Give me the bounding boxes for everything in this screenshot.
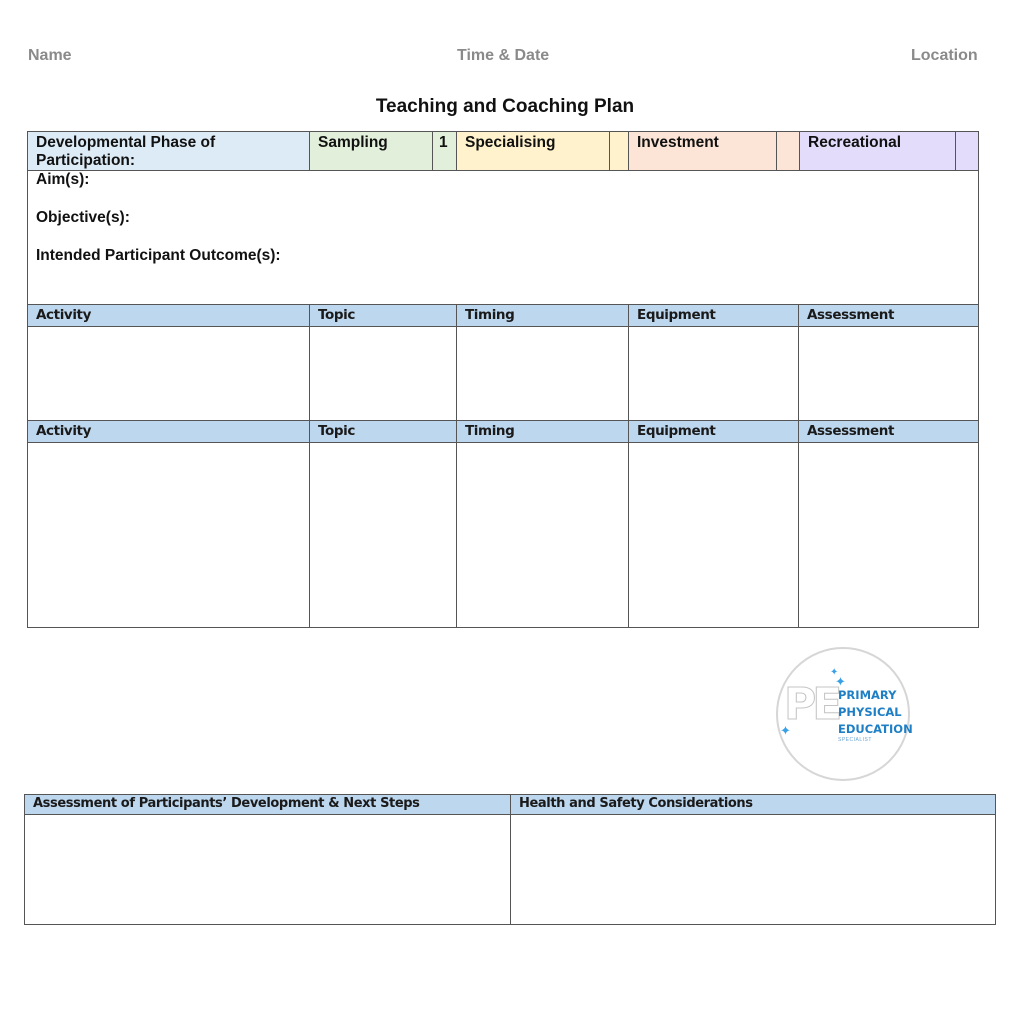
column-header-assessment: Assessment [807, 423, 895, 439]
health-safety-cell[interactable] [511, 814, 995, 924]
assessment-cell[interactable] [799, 443, 978, 628]
phase-recreational-value[interactable] [956, 132, 978, 170]
activity-cell[interactable] [28, 327, 310, 420]
table-row [28, 443, 978, 628]
topic-cell[interactable] [310, 443, 457, 628]
activity-table-2-header [28, 421, 978, 443]
logo-tagline: SPECIALIST [838, 737, 872, 743]
objectives-label: Objective(s): [36, 209, 130, 226]
phase-specialising[interactable]: Specialising [457, 132, 610, 170]
plan-table [27, 131, 979, 628]
timing-cell[interactable] [457, 443, 629, 628]
column-header-timing: Timing [457, 421, 629, 442]
column-header-health-safety: Health and Safety Considerations [519, 796, 753, 811]
time-date-field-label: Time & Date [457, 47, 550, 64]
table-row [28, 327, 978, 421]
review-table [24, 794, 996, 925]
aims-section[interactable] [28, 170, 978, 305]
column-header-activity: Activity [28, 305, 310, 326]
phase-sampling[interactable]: Sampling [310, 132, 433, 170]
column-header-topic: Topic [310, 305, 457, 326]
sparkle-icon: ✦ [830, 667, 839, 678]
phase-investment-value[interactable] [777, 132, 800, 170]
topic-cell[interactable] [310, 327, 457, 420]
phase-specialising-value[interactable] [610, 132, 629, 170]
equipment-cell[interactable] [629, 443, 799, 628]
logo-line-2: PHYSICAL [838, 705, 902, 719]
phase-sampling-value[interactable]: 1 [433, 132, 457, 170]
location-field-label: Location [911, 47, 978, 64]
equipment-cell[interactable] [629, 327, 799, 420]
assessment-next-steps-cell[interactable] [25, 814, 511, 924]
column-header-timing: Timing [457, 305, 629, 326]
aims-label: Aim(s): [36, 171, 90, 188]
column-header-topic: Topic [310, 421, 457, 442]
name-field-label: Name [28, 47, 72, 64]
sparkle-icon: ✦ [835, 674, 846, 689]
column-header-equipment: Equipment [629, 305, 799, 326]
phase-recreational[interactable]: Recreational [800, 132, 956, 170]
logo-line-1: PRIMARY [838, 688, 897, 702]
phase-investment[interactable]: Investment [629, 132, 777, 170]
column-header-activity: Activity [28, 421, 310, 442]
pe-mark: PE [784, 679, 839, 730]
brand-logo [776, 647, 913, 781]
phase-row [28, 132, 978, 171]
activity-cell[interactable] [28, 443, 310, 628]
table-row [25, 814, 995, 924]
activity-table-1-header [28, 305, 978, 327]
page-title: Teaching and Coaching Plan [375, 96, 635, 117]
timing-cell[interactable] [457, 327, 629, 420]
phase-label: Developmental Phase of Participation: [28, 132, 310, 170]
column-header-assessment: Assessment [807, 307, 895, 323]
sparkle-icon: ✦ [780, 723, 791, 738]
review-table-header [25, 795, 995, 815]
column-header-assessment-next-steps: Assessment of Participants’ Development & Next Steps [25, 795, 511, 814]
logo-wordmark [838, 687, 913, 738]
outcomes-label: Intended Participant Outcome(s): [36, 247, 281, 264]
logo-line-3: EDUCATION [838, 722, 913, 736]
assessment-cell[interactable] [799, 327, 978, 420]
column-header-equipment: Equipment [629, 421, 799, 442]
